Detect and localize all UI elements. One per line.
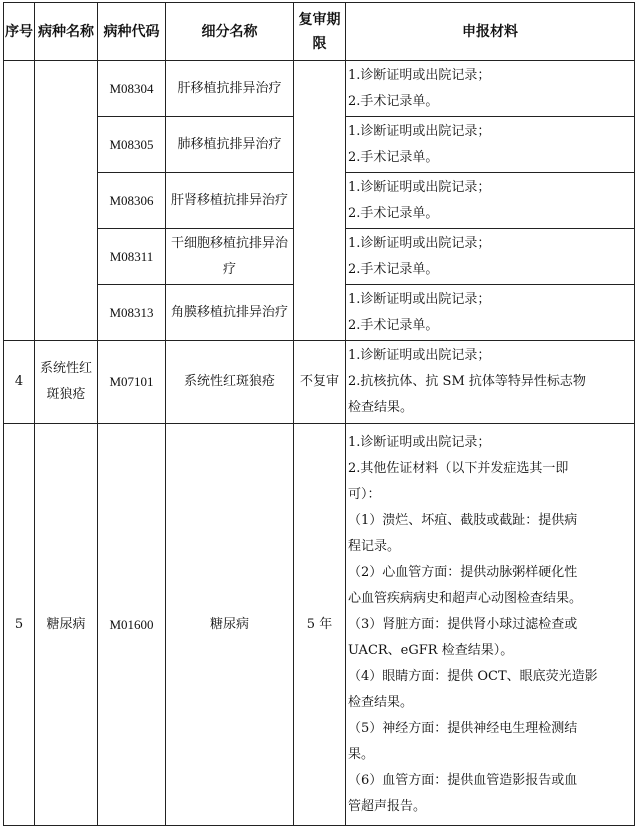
materials-cell bbox=[346, 117, 635, 173]
code-cell: M08311 bbox=[98, 229, 166, 285]
header-seq: 序号 bbox=[4, 3, 35, 61]
materials-cell bbox=[346, 285, 635, 341]
code-cell: M07101 bbox=[98, 341, 166, 424]
materials-cell bbox=[346, 341, 635, 424]
table-row-lupus bbox=[4, 341, 635, 424]
material-line: （1）溃烂、坏疽、截肢或截趾：提供病 bbox=[348, 512, 578, 528]
material-line: 程记录。 bbox=[348, 538, 401, 554]
material-line: 1.诊断证明或出院记录； bbox=[348, 179, 491, 195]
period-cell: 5 年 bbox=[294, 424, 346, 826]
material-line: 1.诊断证明或出院记录； bbox=[348, 434, 491, 450]
material-line: 1.诊断证明或出院记录； bbox=[348, 235, 491, 251]
header-row bbox=[4, 3, 635, 61]
material-line: （2）心血管方面：提供动脉粥样硬化性 bbox=[348, 564, 578, 580]
sub-name-cell: 肺移植抗排异治疗 bbox=[166, 117, 294, 173]
sub-name-cell: 糖尿病 bbox=[166, 424, 294, 826]
material-line: 检查结果。 bbox=[348, 400, 414, 415]
material-line: 1.诊断证明或出院记录； bbox=[348, 67, 491, 83]
material-line: （3）肾脏方面：提供肾小球过滤检查或 bbox=[348, 616, 578, 632]
material-line: 可）： bbox=[348, 486, 381, 502]
material-line: 2.手术记录单。 bbox=[348, 261, 439, 277]
material-line: （6）血管方面：提供血管造影报告或血 bbox=[348, 772, 578, 788]
sub-name-cell: 角膜移植抗排异治疗 bbox=[166, 285, 294, 341]
sub-name-cell: 肝移植抗排异治疗 bbox=[166, 61, 294, 117]
material-line: （5）神经方面：提供神经电生理检测结 bbox=[348, 720, 578, 736]
materials-cell bbox=[346, 173, 635, 229]
materials-cell bbox=[346, 424, 635, 826]
header-disease-code: 病种代码 bbox=[98, 3, 166, 61]
material-line: 检查结果。 bbox=[348, 694, 414, 710]
seq-cell-empty bbox=[4, 61, 35, 341]
header-review-period: 复审期限 bbox=[294, 3, 346, 61]
seq-cell: 5 bbox=[4, 424, 35, 826]
sub-name-cell: 系统性红斑狼疮 bbox=[166, 341, 294, 424]
material-line: （4）眼睛方面：提供 OCT、眼底荧光造影 bbox=[348, 668, 598, 684]
materials-cell bbox=[346, 61, 635, 117]
material-line: 2.手术记录单。 bbox=[348, 93, 439, 109]
header-sub-name: 细分名称 bbox=[166, 3, 294, 61]
sub-name-cell: 肝肾移植抗排异治疗 bbox=[166, 173, 294, 229]
material-line: 2.其他佐证材料（以下并发症选其一即 bbox=[348, 460, 569, 476]
material-line: UACR、eGFR 检查结果）。 bbox=[348, 642, 514, 658]
materials-cell bbox=[346, 229, 635, 285]
table-row bbox=[4, 61, 635, 117]
material-line: 2.手术记录单。 bbox=[348, 205, 439, 221]
period-cell-empty bbox=[294, 61, 346, 341]
disease-name-cell: 糖尿病 bbox=[35, 424, 98, 826]
material-line: 1.诊断证明或出院记录； bbox=[348, 348, 491, 363]
disease-materials-table bbox=[3, 2, 635, 826]
material-line: 心血管疾病病史和超声心动图检查结果。 bbox=[348, 590, 583, 606]
material-line: 果。 bbox=[348, 746, 375, 762]
material-line: 1.诊断证明或出院记录； bbox=[348, 123, 491, 139]
material-line: 2.手术记录单。 bbox=[348, 149, 439, 165]
table-row-diabetes bbox=[4, 424, 635, 826]
seq-cell: 4 bbox=[4, 341, 35, 424]
code-cell: M08305 bbox=[98, 117, 166, 173]
material-line: 2.抗核抗体、抗 SM 抗体等特异性标志物 bbox=[348, 374, 586, 389]
period-cell: 不复审 bbox=[294, 341, 346, 424]
header-disease-name: 病种名称 bbox=[35, 3, 98, 61]
sub-name-cell: 干细胞移植抗排异治疗 bbox=[166, 229, 294, 285]
disease-name-cell: 系统性红斑狼疮 bbox=[35, 341, 98, 424]
code-cell: M01600 bbox=[98, 424, 166, 826]
material-line: 管超声报告。 bbox=[348, 798, 427, 814]
code-cell: M08313 bbox=[98, 285, 166, 341]
material-line: 1.诊断证明或出院记录； bbox=[348, 291, 491, 307]
header-materials: 申报材料 bbox=[346, 3, 635, 61]
material-line: 2.手术记录单。 bbox=[348, 317, 439, 333]
code-cell: M08304 bbox=[98, 61, 166, 117]
code-cell: M08306 bbox=[98, 173, 166, 229]
disease-name-cell-empty bbox=[35, 61, 98, 341]
